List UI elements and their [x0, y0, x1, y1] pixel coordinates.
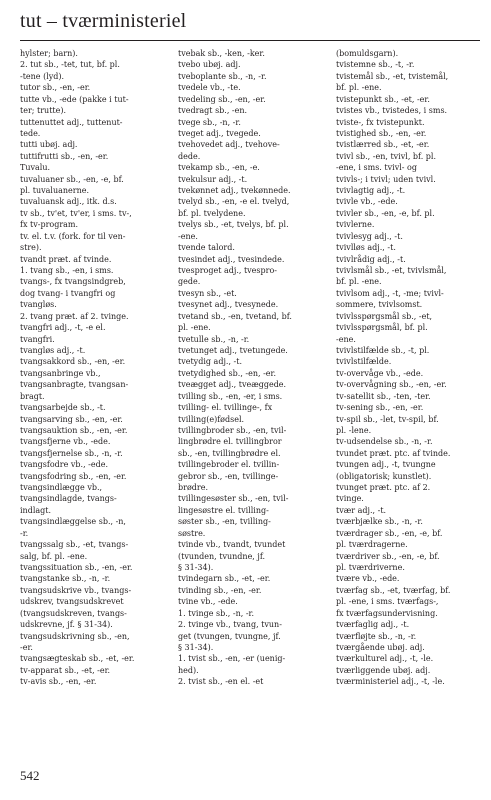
entry-line: brødre.: [178, 483, 208, 493]
entry-line: tvinge.: [336, 494, 364, 504]
entry-line: (tvunden, tvundne, jf.: [178, 551, 266, 561]
entry-line: tveægget adj., tveæggede.: [178, 380, 287, 390]
entry-line: tvangssituation sb., -en, -er.: [20, 562, 133, 572]
entry-line: indlagt.: [20, 505, 52, 515]
entry-line: tvangfri.: [20, 334, 55, 344]
entry-line: tvetydig adj., -t.: [178, 357, 243, 367]
entry-line: tværfløjte sb., -n, -r.: [336, 631, 417, 641]
entry-line: tvangfri adj., -t, -e el.: [20, 323, 106, 333]
entry-line: tværkulturel adj., -t, -le.: [336, 654, 434, 664]
entry-line: tutte vb., -ede (pakke i tut-: [20, 94, 129, 104]
entry-line: tuvaluaner sb., -en, -e, bf.: [20, 174, 124, 184]
entry-line: tvesynet adj., tvesynede.: [178, 300, 279, 310]
entry-line: tværdrager sb., -en, -e, bf.: [336, 528, 443, 538]
entry-line: tvivl sb., -en, tvivl, bf. pl.: [336, 151, 437, 161]
entry-line: bragt.: [20, 391, 45, 401]
entry-line: 2. tvang præt. af 2. tvinge.: [20, 311, 129, 321]
entry-line: tuttenuttet adj., tuttenut-: [20, 117, 123, 127]
entry-line: tvinding sb., -en, -er.: [178, 585, 262, 595]
entry-line: dog tvang- i tvangfri og: [20, 288, 116, 298]
entry-line: tværdriver sb., -en, -e, bf.: [336, 551, 440, 561]
entry-line: tvangs-, fx tvangsindgreb,: [20, 277, 126, 287]
entry-line: tv-satellit sb., -ten, -ter.: [336, 391, 431, 401]
entry-line: tvivlesyg adj., -t.: [336, 231, 403, 241]
entry-line: tvangløs.: [20, 300, 57, 310]
entry-line: tvivlstilfælde sb., -t, pl.: [336, 345, 430, 355]
entry-line: pl. -ene.: [178, 323, 211, 333]
entry-line: søstre.: [178, 528, 206, 538]
entry-line: tværfaglig adj., -t.: [336, 620, 410, 630]
entry-line: tvilling sb., -en, -er, i sms.: [178, 391, 283, 401]
entry-line: tvistlærred sb., -et, -er.: [336, 140, 430, 150]
entry-line: tvesyn sb., -et.: [178, 288, 237, 298]
entry-line: tvandt præt. af tvinde.: [20, 254, 112, 264]
entry-line: fx tv-program.: [20, 220, 79, 230]
entry-line: tvedele vb., -te.: [178, 83, 241, 93]
entry-line: tvindegarn sb., -et, -er.: [178, 574, 271, 584]
entry-line: pl. tværdragerne.: [336, 540, 408, 550]
entry-line: tvangssalg sb., -et, tvangs-: [20, 540, 129, 550]
entry-line: tvangsarving sb., -en, -er.: [20, 414, 123, 424]
running-header: [20, 10, 480, 41]
entry-line: tvangsindlæggelse sb., -n,: [20, 517, 126, 527]
entry-line: tvetand sb., -en, tvetand, bf.: [178, 311, 292, 321]
entry-line: tvebo ubøj. adj.: [178, 60, 241, 70]
entry-line: (tvangsudskreven, tvangs-: [20, 608, 127, 618]
entry-line: tvangsfodring sb., -en, -er.: [20, 471, 127, 481]
entry-line: tvebak sb., -ken, -ker.: [178, 49, 265, 58]
entry-line: søster sb., -en, tvilling-: [178, 517, 271, 527]
entry-line: tvivlsom adj., -t, -me; tvivl-: [336, 288, 444, 298]
entry-line: 2. tvinge vb., tvang, tvun-: [178, 620, 282, 630]
entry-line: tvivlsspørgsmål, bf. pl.: [336, 323, 428, 333]
entry-line: gebror sb., -en, tvillinge-: [178, 471, 279, 481]
entry-line: tværliggende ubøj. adj.: [336, 665, 431, 675]
entry-line: tvedeling sb., -en, -er.: [178, 94, 266, 104]
entry-line: tværfag sb., -et, tværfag, bf.: [336, 585, 451, 595]
entry-line: tv-udsendelse sb., -n, -r.: [336, 437, 433, 447]
entry-line: tvivlløs adj., -t.: [336, 243, 396, 253]
entry-line: ter; trutte).: [20, 106, 67, 116]
entry-line: -ene, i sms. tvivl- og: [336, 163, 417, 173]
entry-line: tvilling- el. tvillinge-, fx: [178, 403, 273, 413]
entry-line: udskrev, tvangsudskrevet: [20, 597, 124, 607]
entry-line: lingesøstre el. tvilling-: [178, 505, 269, 515]
entry-line: (bomuldsgarn).: [336, 49, 399, 58]
entry-line: tvekønnet adj., tvekønnede.: [178, 186, 291, 196]
column-1: [20, 48, 160, 688]
entry-line: tvungen adj., -t, tvungne: [336, 460, 436, 470]
entry-line: § 31-34).: [178, 562, 214, 572]
entry-line: tvangsfjernelse sb., -n, -r.: [20, 448, 123, 458]
entry-line: tvistemne sb., -t, -r.: [336, 60, 415, 70]
page-title: tut – tværministeriel: [20, 10, 187, 32]
entry-line: udskrevne, jf. § 31-34).: [20, 620, 113, 630]
entry-line: lingbrødre el. tvillingbror: [178, 437, 282, 447]
entry-line: tværbjælke sb., -n, -r.: [336, 517, 423, 527]
entry-line: gede.: [178, 277, 201, 287]
entry-line: pl. tværdriverne.: [336, 562, 405, 572]
entry-line: tvivlagtig adj., -t.: [336, 186, 406, 196]
entry-line: tvekulsur adj., -t.: [178, 174, 248, 184]
entry-line: tvær adj., -t.: [336, 505, 387, 515]
entry-line: tveboplante sb., -n, -r.: [178, 71, 267, 81]
entry-line: tvangsanbringe vb.,: [20, 368, 101, 378]
entry-line: 1. tvang sb., -en, i sms.: [20, 266, 114, 276]
entry-line: tvivle vb., -ede.: [336, 197, 398, 207]
entry-line: tvangsægteskab sb., -et, -er.: [20, 654, 135, 664]
entry-line: Tuvalu.: [20, 163, 51, 173]
entry-line: tvetulle sb., -n, -r.: [178, 334, 250, 344]
entry-line: 2. tvist sb., -en el. -et: [178, 677, 264, 687]
entry-line: 2. tut sb., -tet, tut, bf. pl.: [20, 60, 120, 70]
entry-line: bf. pl. -ene.: [336, 83, 382, 93]
entry-line: tvangsfodre vb., -ede.: [20, 460, 108, 470]
entry-line: get (tvungen, tvungne, jf.: [178, 631, 281, 641]
entry-line: tvivler sb., -en, -e, bf. pl.: [336, 208, 435, 218]
entry-line: tværministeriel adj., -t, -le.: [336, 677, 445, 687]
entry-line: sb., -en, tvillingbrødre el.: [178, 448, 281, 458]
entry-line: -ene.: [178, 231, 198, 241]
column-2: [178, 48, 318, 688]
entry-line: -ene.: [336, 334, 356, 344]
entry-line: tvistighed sb., -en, -er.: [336, 128, 427, 138]
entry-line: tvangsudskrivning sb., -en,: [20, 631, 130, 641]
entry-line: tuvaluansk adj., itk. d.s.: [20, 197, 117, 207]
entry-line: tvivlsmål sb., -et, tvivlsmål,: [336, 266, 447, 276]
entry-line: tvetunget adj., tvetungede.: [178, 345, 288, 355]
entry-line: tvivlerne.: [336, 220, 375, 230]
entry-line: tvelys sb., -et, tvelys, bf. pl.: [178, 220, 289, 230]
entry-line: tvangstanke sb., -n, -r.: [20, 574, 111, 584]
entry-line: tv-overvåge vb., -ede.: [336, 368, 424, 378]
entry-line: tvekamp sb., -en, -e.: [178, 163, 260, 173]
entry-line: -er.: [20, 642, 33, 652]
entry-line: pl. tuvaluanerne.: [20, 186, 90, 196]
entry-line: tvundet præt. ptc. af tvinde.: [336, 448, 451, 458]
entry-line: tvivlrådig adj., -t.: [336, 254, 406, 264]
entry-line: stre).: [20, 243, 42, 253]
entry-line: fx tværfagsundervisning.: [336, 608, 438, 618]
entry-line: tutti ubøj. adj.: [20, 140, 78, 150]
entry-line: tvistemål sb., -et, tvistemål,: [336, 71, 449, 81]
entry-line: tvedragt sb., -en.: [178, 106, 248, 116]
entry-line: tvivlstilfælde.: [336, 357, 392, 367]
entry-line: tvehovedet adj., tvehove-: [178, 140, 280, 150]
entry-line: pl. -ene, i sms. tværfags-,: [336, 597, 439, 607]
entry-line: tvillingesøster sb., -en, tvil-: [178, 494, 289, 504]
entry-line: tv-spil sb., -let, tv-spil, bf.: [336, 414, 439, 424]
entry-line: tvangsakkord sb., -en, -er.: [20, 357, 126, 367]
entry-line: -tene (lyd).: [20, 71, 65, 81]
entry-line: salg, bf. pl. -ene.: [20, 551, 88, 561]
entry-line: tvelyd sb., -en, -e el. tvelyd,: [178, 197, 290, 207]
entry-line: tvende talord.: [178, 243, 235, 253]
entry-line: hed).: [178, 665, 199, 675]
entry-line: tv sb., tv'et, tv'er, i sms. tv-,: [20, 208, 132, 218]
entry-line: tviste-, fx tvistepunkt.: [336, 117, 425, 127]
entry-line: tvangsauktion sb., -en, -er.: [20, 425, 128, 435]
entry-line: (obligatorisk; kunstlet).: [336, 471, 432, 481]
entry-line: tv-sening sb., -en, -er.: [336, 403, 424, 413]
entry-line: tvunget præt. ptc. af 2.: [336, 483, 431, 493]
entry-line: tvangsanbragte, tvangsan-: [20, 380, 129, 390]
entry-line: tvillingbroder sb., -en, tvil-: [178, 425, 287, 435]
entry-line: tv-avis sb., -en, -er.: [20, 677, 97, 687]
entry-line: tvesindet adj., tvesindede.: [178, 254, 285, 264]
entry-line: tvangløs adj., -t.: [20, 345, 86, 355]
entries-area: [20, 48, 480, 748]
entry-line: tvinde vb., tvandt, tvundet: [178, 540, 286, 550]
entry-line: tvangsindlagde, tvangs-: [20, 494, 117, 504]
entry-line: tvangsudskrive vb., tvangs-: [20, 585, 132, 595]
entry-line: tv-apparat sb., -et, -er.: [20, 665, 111, 675]
entry-line: tvivlsspørgsmål sb., -et,: [336, 311, 433, 321]
entry-line: tværgående ubøj. adj.: [336, 642, 425, 652]
entry-line: tvivls-; i tvivl; uden tvivl.: [336, 174, 436, 184]
entry-line: tede.: [20, 128, 41, 138]
entry-line: tv. el. t.v. (fork. for til ven-: [20, 231, 126, 241]
entry-line: tvistes vb., tvistedes, i sms.: [336, 106, 448, 116]
entry-line: -r.: [20, 528, 29, 538]
entry-line: bf. pl. tvelydene.: [178, 208, 246, 218]
entry-line: tveget adj., tvegede.: [178, 128, 261, 138]
column-3: [336, 48, 476, 688]
page-number: 542: [20, 768, 40, 783]
entry-line: tv-overvågning sb., -en, -er.: [336, 380, 447, 390]
entry-line: § 31-34).: [178, 642, 214, 652]
entry-line: tvære vb., -ede.: [336, 574, 400, 584]
entry-line: hylster; barn).: [20, 49, 78, 58]
entry-line: 1. tvist sb., -en, -er (uenig-: [178, 654, 286, 664]
entry-line: tuttifrutti sb., -en, -er.: [20, 151, 109, 161]
entry-line: bf. pl. -ene.: [336, 277, 382, 287]
entry-line: tvistepunkt sb., -et, -er.: [336, 94, 430, 104]
entry-line: tvine vb., -ede.: [178, 597, 238, 607]
entry-line: tvillingebroder el. tvillin-: [178, 460, 280, 470]
entry-line: tvangsfjerne vb., -ede.: [20, 437, 111, 447]
entry-line: tvangsindlægge vb.,: [20, 483, 103, 493]
entry-line: sommere, tvivlsomst.: [336, 300, 423, 310]
entry-line: tvesproget adj., tvespro-: [178, 266, 277, 276]
entry-line: 1. tvinge sb., -n, -r.: [178, 608, 255, 618]
entry-line: tvetydighed sb., -en, -er.: [178, 368, 277, 378]
entry-line: tvege sb., -n, -r.: [178, 117, 241, 127]
entry-line: pl. -lene.: [336, 425, 372, 435]
entry-line: tvangsarbejde sb., -t.: [20, 403, 106, 413]
entry-line: tvilling(e)fødsel.: [178, 414, 245, 424]
entry-line: tutor sb., -en, -er.: [20, 83, 91, 93]
entry-line: dede.: [178, 151, 201, 161]
